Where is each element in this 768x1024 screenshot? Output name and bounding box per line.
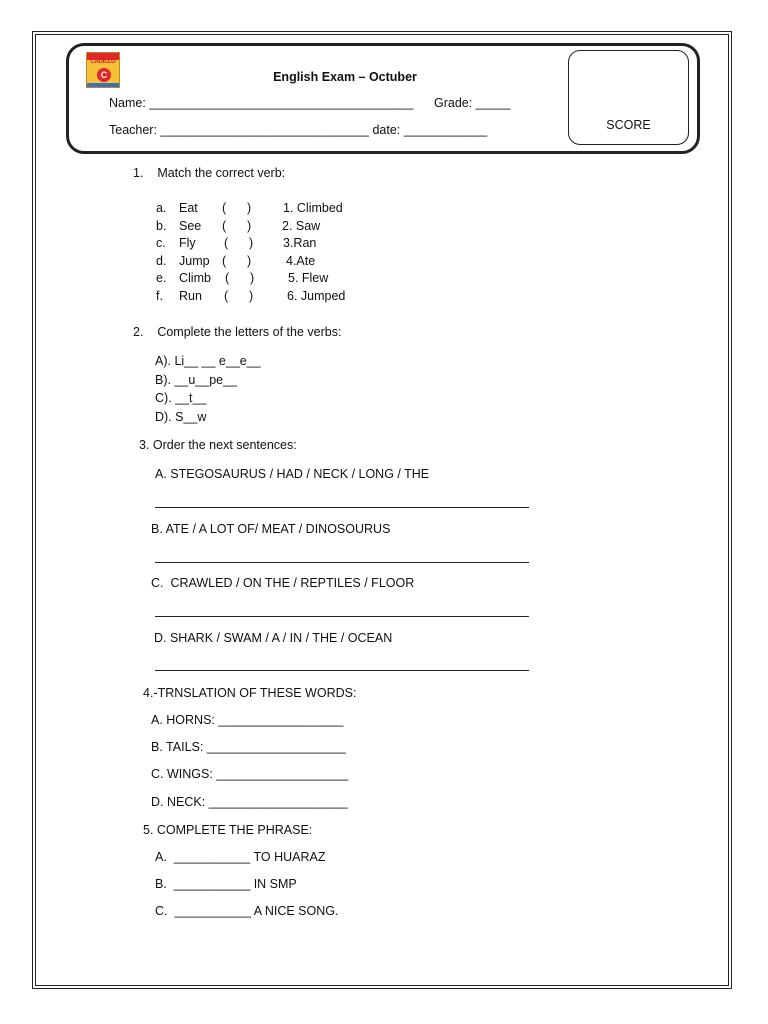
q3-answer-line[interactable] bbox=[155, 670, 529, 671]
q1-option: 5. Flew bbox=[288, 271, 329, 285]
q5-item[interactable]: C. ___________ A NICE SONG. bbox=[155, 904, 339, 918]
q2-item[interactable]: D). S__w bbox=[155, 410, 207, 424]
q1-heading: 1. Match the correct verb: bbox=[133, 166, 286, 180]
q1-option: 3.Ran bbox=[283, 236, 317, 250]
q1-letter: f. bbox=[156, 289, 163, 303]
teacher-date-field[interactable]: Teacher: ______________________________ date: ____________ bbox=[109, 123, 488, 137]
q1-verb: Eat bbox=[179, 201, 198, 215]
q2-heading: 2. Complete the letters of the verbs: bbox=[133, 325, 342, 339]
q3-answer-line[interactable] bbox=[155, 616, 529, 617]
q1-verb: See bbox=[179, 219, 202, 233]
q1-verb: Climb bbox=[179, 271, 211, 285]
q1-letter: a. bbox=[156, 201, 167, 215]
q3-sentence: B. ATE / A LOT OF/ MEAT / DINOSOURUS bbox=[151, 522, 391, 536]
q3-sentence: D. SHARK / SWAM / A / IN / THE / OCEAN bbox=[154, 631, 393, 645]
q4-item[interactable]: B. TAILS: ____________________ bbox=[151, 740, 346, 754]
q4-item[interactable]: C. WINGS: ___________________ bbox=[151, 767, 349, 781]
q1-option: 6. Jumped bbox=[287, 289, 346, 303]
q2-item[interactable]: B). __u__pe__ bbox=[155, 373, 238, 387]
q3-answer-line[interactable] bbox=[155, 562, 529, 563]
q1-answer-blank[interactable]: ( ) bbox=[224, 289, 254, 303]
q5-heading: 5. COMPLETE THE PHRASE: bbox=[143, 823, 313, 837]
q2-item[interactable]: C). __t__ bbox=[155, 391, 207, 405]
q1-letter: b. bbox=[156, 219, 167, 233]
q1-verb: Fly bbox=[179, 236, 196, 250]
logo-base-band bbox=[87, 83, 119, 87]
score-label: SCORE bbox=[606, 118, 651, 132]
grade-field[interactable]: Grade: _____ bbox=[434, 96, 511, 110]
q3-answer-line[interactable] bbox=[155, 507, 529, 508]
q1-option: 1. Climbed bbox=[283, 201, 343, 215]
q1-answer-blank[interactable]: ( ) bbox=[225, 271, 255, 285]
q4-item[interactable]: D. NECK: ____________________ bbox=[151, 795, 348, 809]
q4-item[interactable]: A. HORNS: __________________ bbox=[151, 713, 344, 727]
exam-title: English Exam – Octuber bbox=[273, 70, 417, 84]
q1-option: 4.Ate bbox=[286, 254, 316, 268]
q3-sentence: A. STEGOSAURUS / HAD / NECK / LONG / THE bbox=[155, 467, 430, 481]
q5-item[interactable]: B. ___________ IN SMP bbox=[155, 877, 297, 891]
q3-heading: 3. Order the next sentences: bbox=[139, 438, 297, 452]
q1-letter: c. bbox=[156, 236, 166, 250]
q1-letter: d. bbox=[156, 254, 167, 268]
q1-verb: Jump bbox=[179, 254, 210, 268]
q1-option: 2. Saw bbox=[282, 219, 321, 233]
q3-sentence: C. CRAWLED / ON THE / REPTILES / FLOOR bbox=[151, 576, 415, 590]
name-field[interactable]: Name: ______________________________________ bbox=[109, 96, 414, 110]
q4-heading: 4.-TRNSLATION OF THESE WORDS: bbox=[143, 686, 357, 700]
q5-item[interactable]: A. ___________ TO HUARAZ bbox=[155, 850, 326, 864]
q1-letter: e. bbox=[156, 271, 167, 285]
q2-item[interactable]: A). Li__ __ e__e__ bbox=[155, 354, 261, 368]
q1-answer-blank[interactable]: ( ) bbox=[222, 201, 252, 215]
school-logo bbox=[86, 52, 120, 88]
q1-answer-blank[interactable]: ( ) bbox=[222, 219, 252, 233]
q1-answer-blank[interactable]: ( ) bbox=[224, 236, 254, 250]
logo-letter: C bbox=[97, 68, 111, 82]
logo-text: CADILLO bbox=[90, 59, 116, 65]
q1-verb: Run bbox=[179, 289, 202, 303]
q1-answer-blank[interactable]: ( ) bbox=[222, 254, 252, 268]
